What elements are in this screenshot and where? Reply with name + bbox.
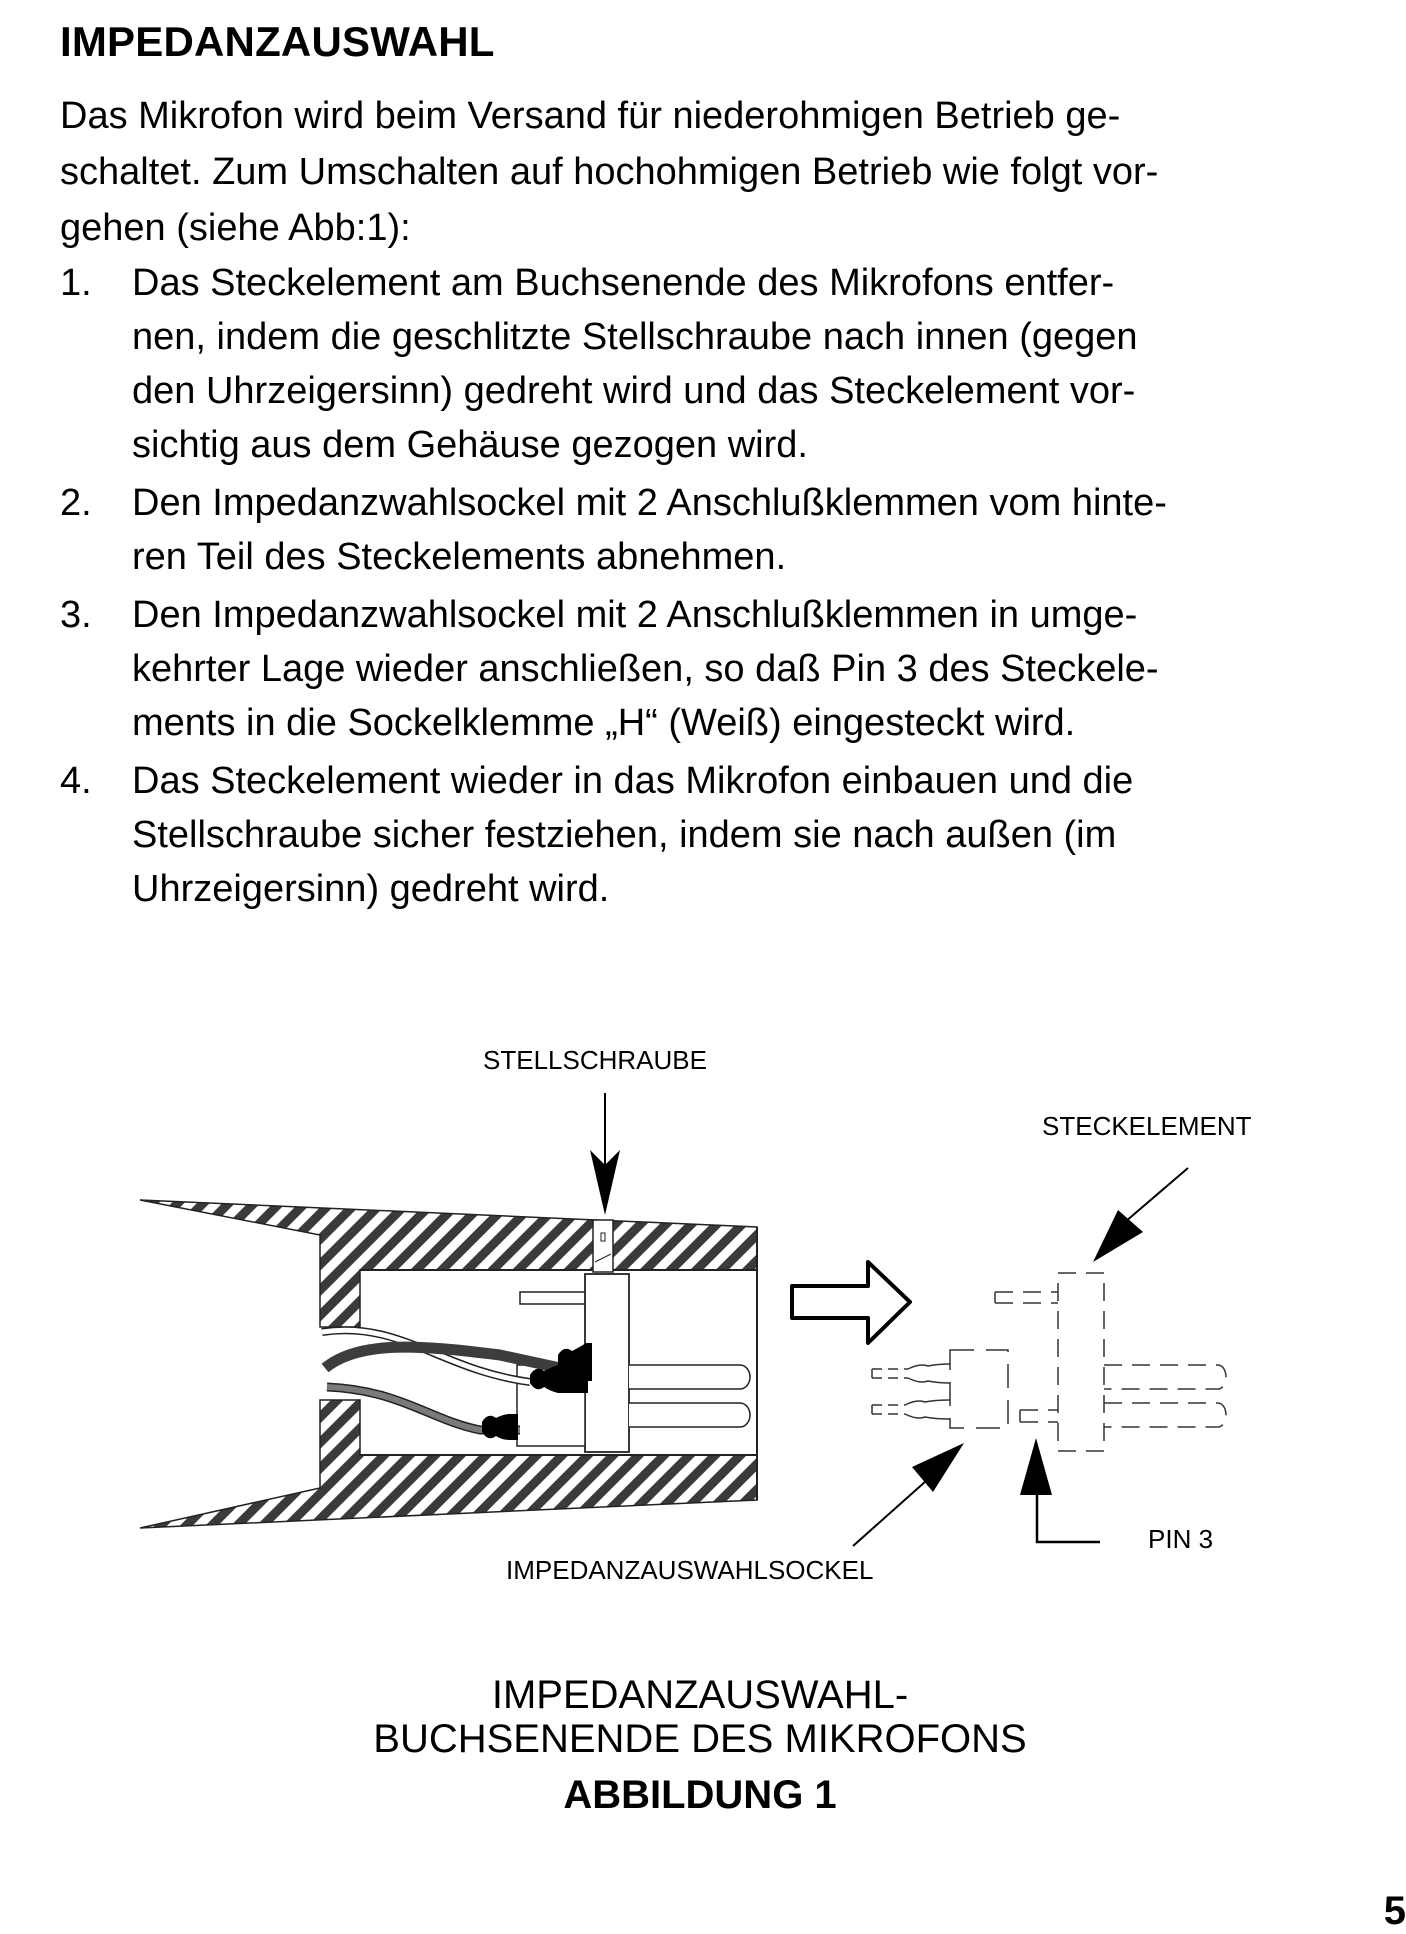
step-line: Den Impedanzwahlsockel mit 2 Anschlußklemmen in umge-: [132, 594, 1138, 636]
pin-3-label: PIN 3: [1148, 1524, 1214, 1554]
figure-caption-line: IMPEDANZAUSWAHL-: [491, 1673, 909, 1717]
step-line: kehrter Lage wieder anschließen, so daß Pin 3 des Steckele-: [132, 648, 1159, 690]
step-number: 4.: [60, 760, 92, 802]
step-line: Den Impedanzwahlsockel mit 2 Anschlußklemmen vom hinte-: [132, 482, 1167, 524]
step-line: Das Steckelement wieder in das Mikrofon einbauen und die: [132, 760, 1134, 802]
step-line: ren Teil des Steckelements abnehmen.: [132, 536, 787, 578]
intro-line: gehen (siehe Abb:1):: [60, 207, 411, 249]
impedance-socket-exploded: [872, 1350, 1008, 1428]
figure-caption-title: ABBILDUNG 1: [563, 1773, 837, 1817]
step-1: [60, 256, 1360, 472]
step-line: Das Steckelement am Buchsenende des Mikrofons entfer-: [132, 262, 1115, 304]
socket-pointer-icon: [853, 1443, 964, 1546]
page-number: 5: [1383, 1889, 1406, 1933]
set-screw-label: STELLSCHRAUBE: [483, 1045, 707, 1075]
set-screw: [593, 1220, 613, 1272]
step-line: Uhrzeigersinn) gedreht wird.: [132, 868, 610, 910]
figure-1: [0, 1030, 1406, 1590]
intro-line: schaltet. Zum Umschalten auf hochohmigen Betrieb wie folgt vor-: [60, 151, 1159, 193]
intro-line: Das Mikrofon wird beim Versand für niederohmigen Betrieb ge-: [60, 95, 1121, 137]
step-line: nen, indem die geschlitzte Stellschraube nach innen (gegen: [132, 316, 1138, 358]
intro-paragraph: [60, 88, 1350, 256]
instruction-steps: [60, 256, 1360, 920]
plug-element-exploded: [995, 1273, 1226, 1451]
step-number: 3.: [60, 594, 92, 636]
set-screw-arrow-icon: [590, 1093, 620, 1215]
plug-element-label: STECKELEMENT: [1042, 1111, 1252, 1141]
step-4: [60, 754, 1360, 916]
step-number: 1.: [60, 262, 92, 304]
step-line: ments in die Sockelklemme „H“ (Weiß) eingesteckt wird.: [132, 702, 1076, 744]
figure-caption-line: BUCHSENENDE DES MIKROFONS: [373, 1717, 1027, 1761]
plug-element-pointer-icon: [1093, 1168, 1188, 1262]
step-line: den Uhrzeigersinn) gedreht wird und das Steckelement vor-: [132, 370, 1136, 412]
housing-section: [140, 1200, 757, 1528]
step-line: Stellschraube sicher festziehen, indem sie nach außen (im: [132, 814, 1117, 856]
step-number: 2.: [60, 482, 92, 524]
step-line: sichtig aus dem Gehäuse gezogen wird.: [132, 424, 808, 466]
section-title: IMPEDANZAUSWAHL: [60, 18, 495, 65]
pin3-pointer-icon: [1020, 1438, 1100, 1542]
step-3: [60, 588, 1360, 750]
step-2: [60, 476, 1360, 584]
impedance-socket-label: IMPEDANZAUSWAHLSOCKEL: [506, 1555, 874, 1585]
direction-arrow-icon: [792, 1262, 910, 1343]
